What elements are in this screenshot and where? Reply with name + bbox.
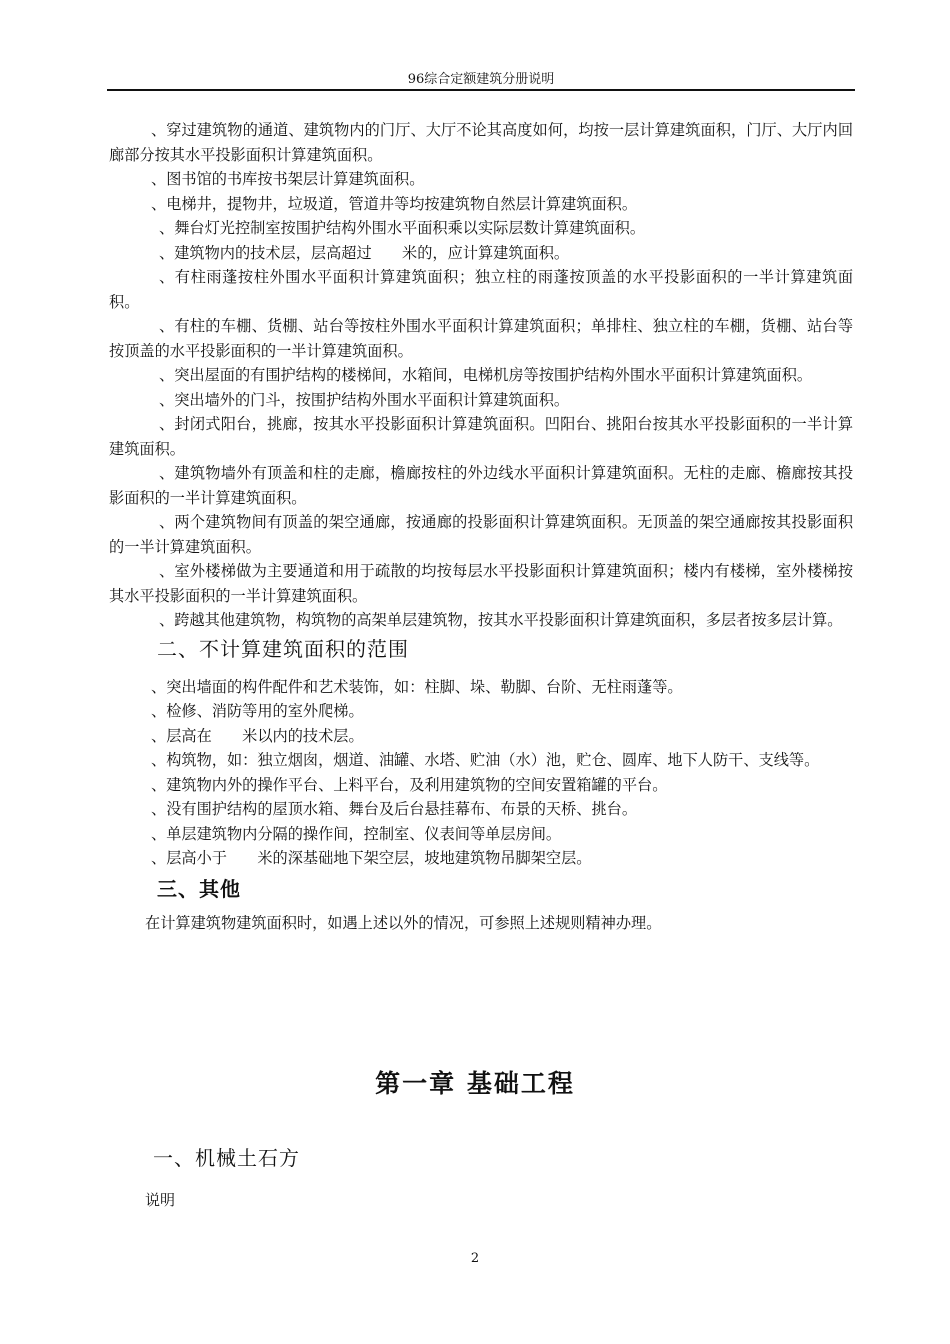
paragraph: 、检修、消防等用的室外爬梯。 <box>151 702 364 720</box>
explanation-label: 说明 <box>145 1191 176 1209</box>
paragraph: 、建筑物墙外有顶盖和柱的走廊，檐廊按柱的外边线水平面积计算建筑面积。无柱的走廊、檐廊按其投影面积的一半计算建筑面积。 <box>109 464 853 507</box>
paragraph: 、电梯井，提物井，垃圾道，管道井等均按建筑物自然层计算建筑面积。 <box>151 194 637 213</box>
section-heading-excluded: 二、不计算建筑面积的范围 <box>157 636 409 661</box>
section-heading-earthwork: 一、机械土石方 <box>153 1146 300 1170</box>
header-divider <box>107 89 855 91</box>
paragraph: 、构筑物，如：独立烟囱，烟道、油罐、水塔、贮油（水）池，贮仓、圆库、地下人防干、支线等。 <box>151 751 820 769</box>
paragraph: 、建筑物内的技术层，层高超过 米的，应计算建筑面积。 <box>159 243 570 262</box>
paragraph: 、有柱雨蓬按柱外围水平面积计算建筑面积；独立柱的雨蓬按顶盖的水平投影面积的一半计算建筑面积。 <box>109 268 853 311</box>
paragraph: 、封闭式阳台，挑廊，按其水平投影面积计算建筑面积。凹阳台、挑阳台按其水平投影面积的一半计算建筑面积。 <box>109 415 853 458</box>
section-heading-other: 三、其他 <box>157 876 241 901</box>
paragraph: 、跨越其他建筑物，构筑物的高架单层建筑物，按其水平投影面积计算建筑面积，多层者按多层计算。 <box>159 611 843 629</box>
paragraph: 、建筑物内外的操作平台、上料平台，及利用建筑物的空间安置箱罐的平台。 <box>151 775 668 794</box>
paragraph: 在计算建筑物建筑面积时，如遇上述以外的情况，可参照上述规则精神办理。 <box>145 913 662 932</box>
document-body <box>109 118 853 935</box>
paragraph: 、图书馆的书库按书架层计算建筑面积。 <box>151 170 425 188</box>
paragraph: 、没有围护结构的屋顶水箱、舞台及后台悬挂幕布、布景的天桥、挑台。 <box>151 800 637 818</box>
paragraph: 、穿过建筑物的通道、建筑物内的门厅、大厅不论其高度如何，均按一层计算建筑面积，门厅、大厅内回廊部分按其水平投影面积计算建筑面积。 <box>109 121 853 164</box>
paragraph: 、突出墙面的构件配件和艺术装饰，如：柱脚、垛、勒脚、台阶、无柱雨蓬等。 <box>151 677 683 696</box>
paragraph: 、突出屋面的有围护结构的楼梯间，水箱间，电梯机房等按围护结构外围水平面积计算建筑面积。 <box>159 366 813 384</box>
paragraph: 、突出墙外的门斗，按围护结构外围水平面积计算建筑面积。 <box>159 390 570 409</box>
paragraph: 、层高小于 米的深基础地下架空层，坡地建筑物吊脚架空层。 <box>151 849 592 867</box>
page-number: 2 <box>470 1251 480 1266</box>
paragraph: 、单层建筑物内分隔的操作间，控制室、仪表间等单层房间。 <box>151 824 562 843</box>
running-header: 96综合定额建筑分册说明 <box>407 72 555 87</box>
paragraph: 、室外楼梯做为主要通道和用于疏散的均按每层水平投影面积计算建筑面积；楼内有楼梯，室外楼梯按其水平投影面积的一半计算建筑面积。 <box>109 562 853 605</box>
paragraph: 、舞台灯光控制室按围护结构外围水平面积乘以实际层数计算建筑面积。 <box>159 219 645 237</box>
paragraph: 、有柱的车棚、货棚、站台等按柱外围水平面积计算建筑面积；单排柱、独立柱的车棚，货棚、站台等按顶盖的水平投影面积的一半计算建筑面积。 <box>109 317 853 360</box>
paragraph: 、层高在 米以内的技术层。 <box>151 726 364 745</box>
paragraph: 、两个建筑物间有顶盖的架空通廊，按通廊的投影面积计算建筑面积。无顶盖的架空通廊按其投影面积的一半计算建筑面积。 <box>109 513 853 556</box>
chapter-title: 第一章 基础工程 <box>375 1069 575 1098</box>
